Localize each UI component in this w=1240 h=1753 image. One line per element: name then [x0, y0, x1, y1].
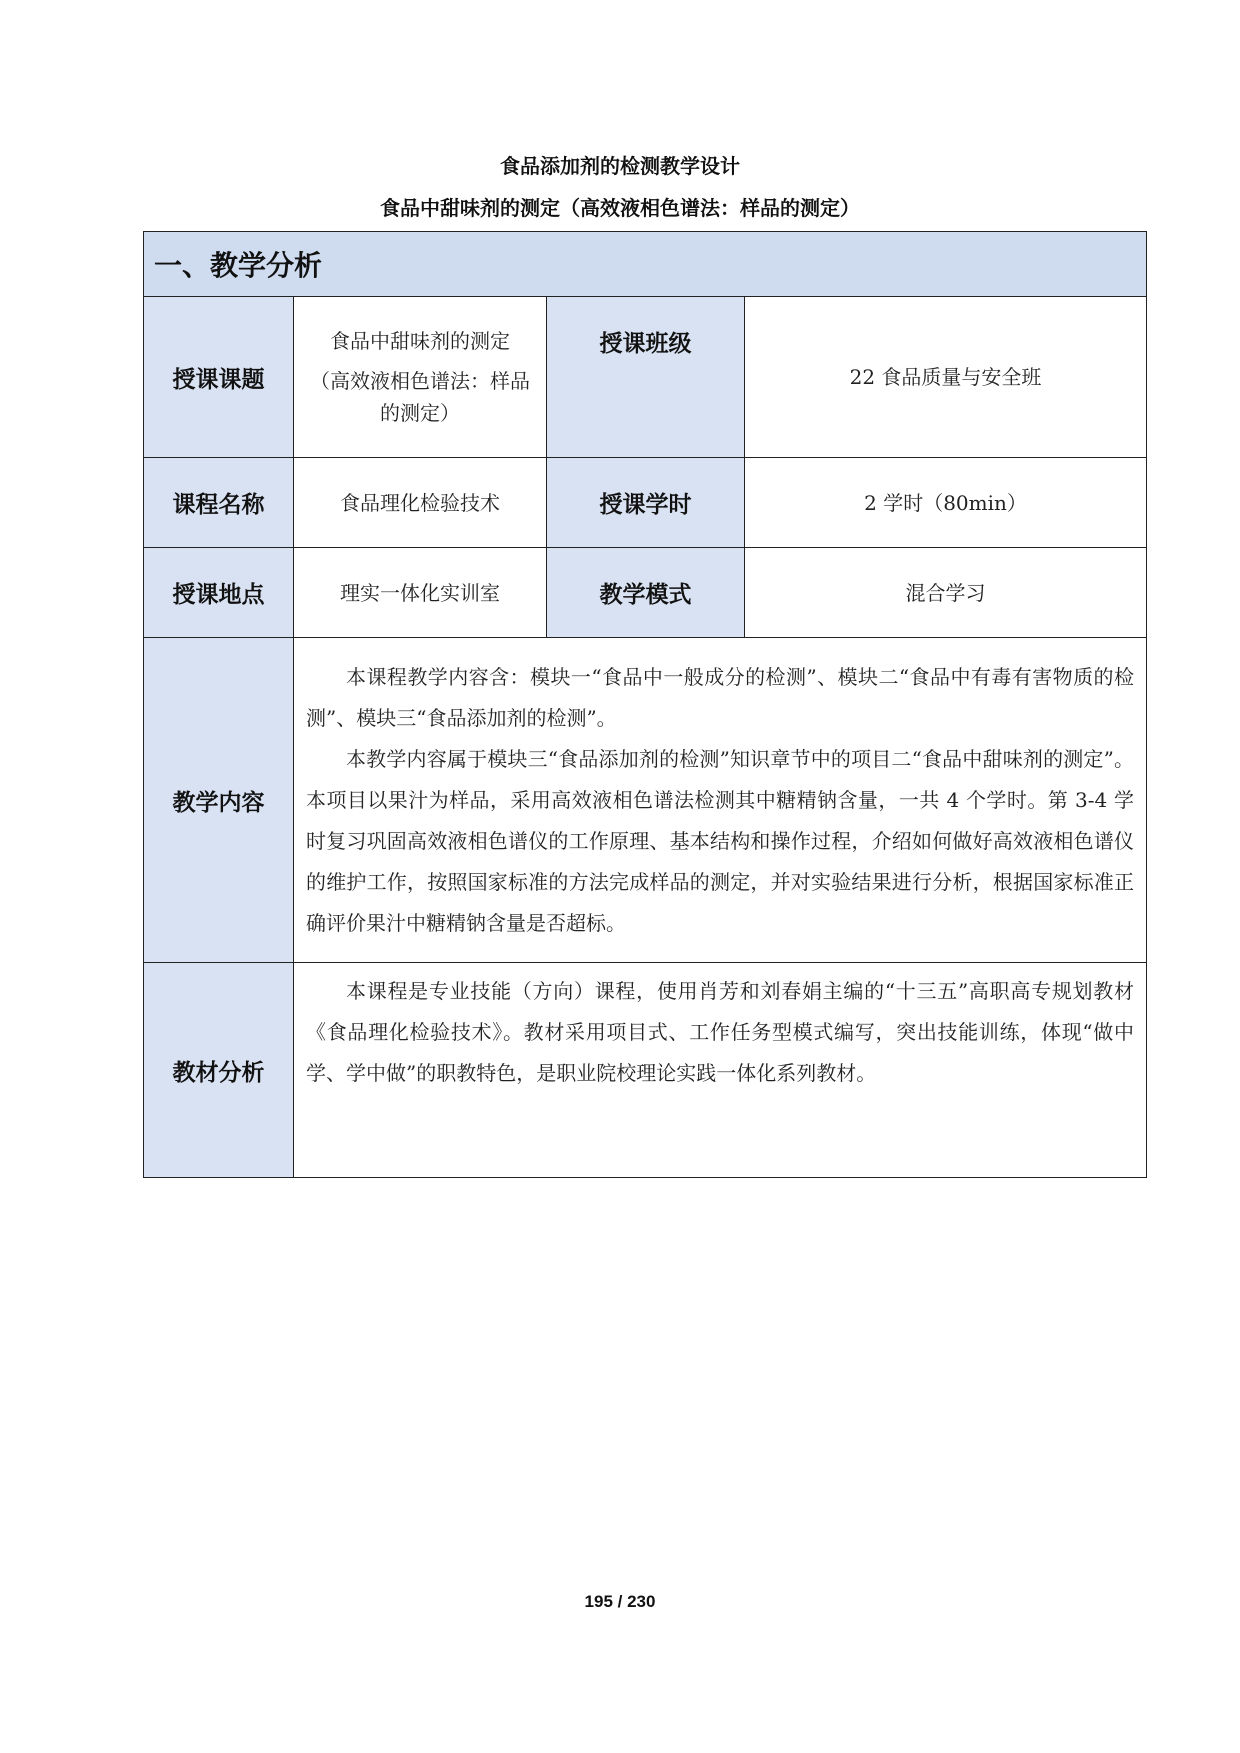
content-paragraph-2: 本教学内容属于模块三“食品添加剂的检测”知识章节中的项目二“食品中甜味剂的测定”。本项目以果汁为样品，采用高效液相色谱法检测其中糖精钠含量，一共 4 个学时。第 3-4 学时复习巩固高效液相色谱仪的工作原理、基本结构和操作过程，介绍如何做好高效液相色谱仪的维护工作，按照国家标准的方法完成样品的测定，并对实验结果进行分析，根据国家标准正确评价果汁中糖精钠含量是否超标。 — [306, 746, 1135, 935]
course-value: 食品理化检验技术 — [294, 458, 547, 548]
class-label: 授课班级 — [547, 297, 745, 458]
topic-value — [294, 297, 547, 458]
textbook-text — [294, 963, 1147, 1178]
section-heading: 一、教学分析 — [144, 232, 1147, 297]
content-text — [294, 638, 1147, 963]
textbook-label: 教材分析 — [144, 963, 294, 1178]
document-subtitle: 食品中甜味剂的测定（高效液相色谱法：样品的测定） — [380, 196, 860, 220]
teaching-analysis-table — [143, 231, 1147, 1178]
topic-value-line2: （高效液相色谱法：样品的测定） — [310, 369, 530, 425]
topic-label: 授课课题 — [144, 297, 294, 458]
location-label: 授课地点 — [144, 548, 294, 638]
hours-label: 授课学时 — [547, 458, 745, 548]
course-label: 课程名称 — [144, 458, 294, 548]
mode-value: 混合学习 — [745, 548, 1147, 638]
mode-label: 教学模式 — [547, 548, 745, 638]
page-number: 195 / 230 — [584, 1592, 656, 1611]
content-label: 教学内容 — [144, 638, 294, 963]
location-value: 理实一体化实训室 — [294, 548, 547, 638]
textbook-paragraph: 本课程是专业技能（方向）课程，使用肖芳和刘春娟主编的“十三五”高职高专规划教材《食品理化检验技术》。教材采用项目式、工作任务型模式编写，突出技能训练，体现“做中学、学中做”的职教特色，是职业院校理论实践一体化系列教材。 — [306, 979, 1135, 1085]
class-value: 22 食品质量与安全班 — [745, 297, 1147, 458]
content-paragraph-1: 本课程教学内容含：模块一“食品中一般成分的检测”、模块二“食品中有毒有害物质的检测”、模块三“食品添加剂的检测”。 — [306, 664, 1135, 730]
document-title: 食品添加剂的检测教学设计 — [500, 154, 740, 178]
topic-value-line1: 食品中甜味剂的测定 — [330, 329, 510, 353]
hours-value: 2 学时（80min） — [745, 458, 1147, 548]
